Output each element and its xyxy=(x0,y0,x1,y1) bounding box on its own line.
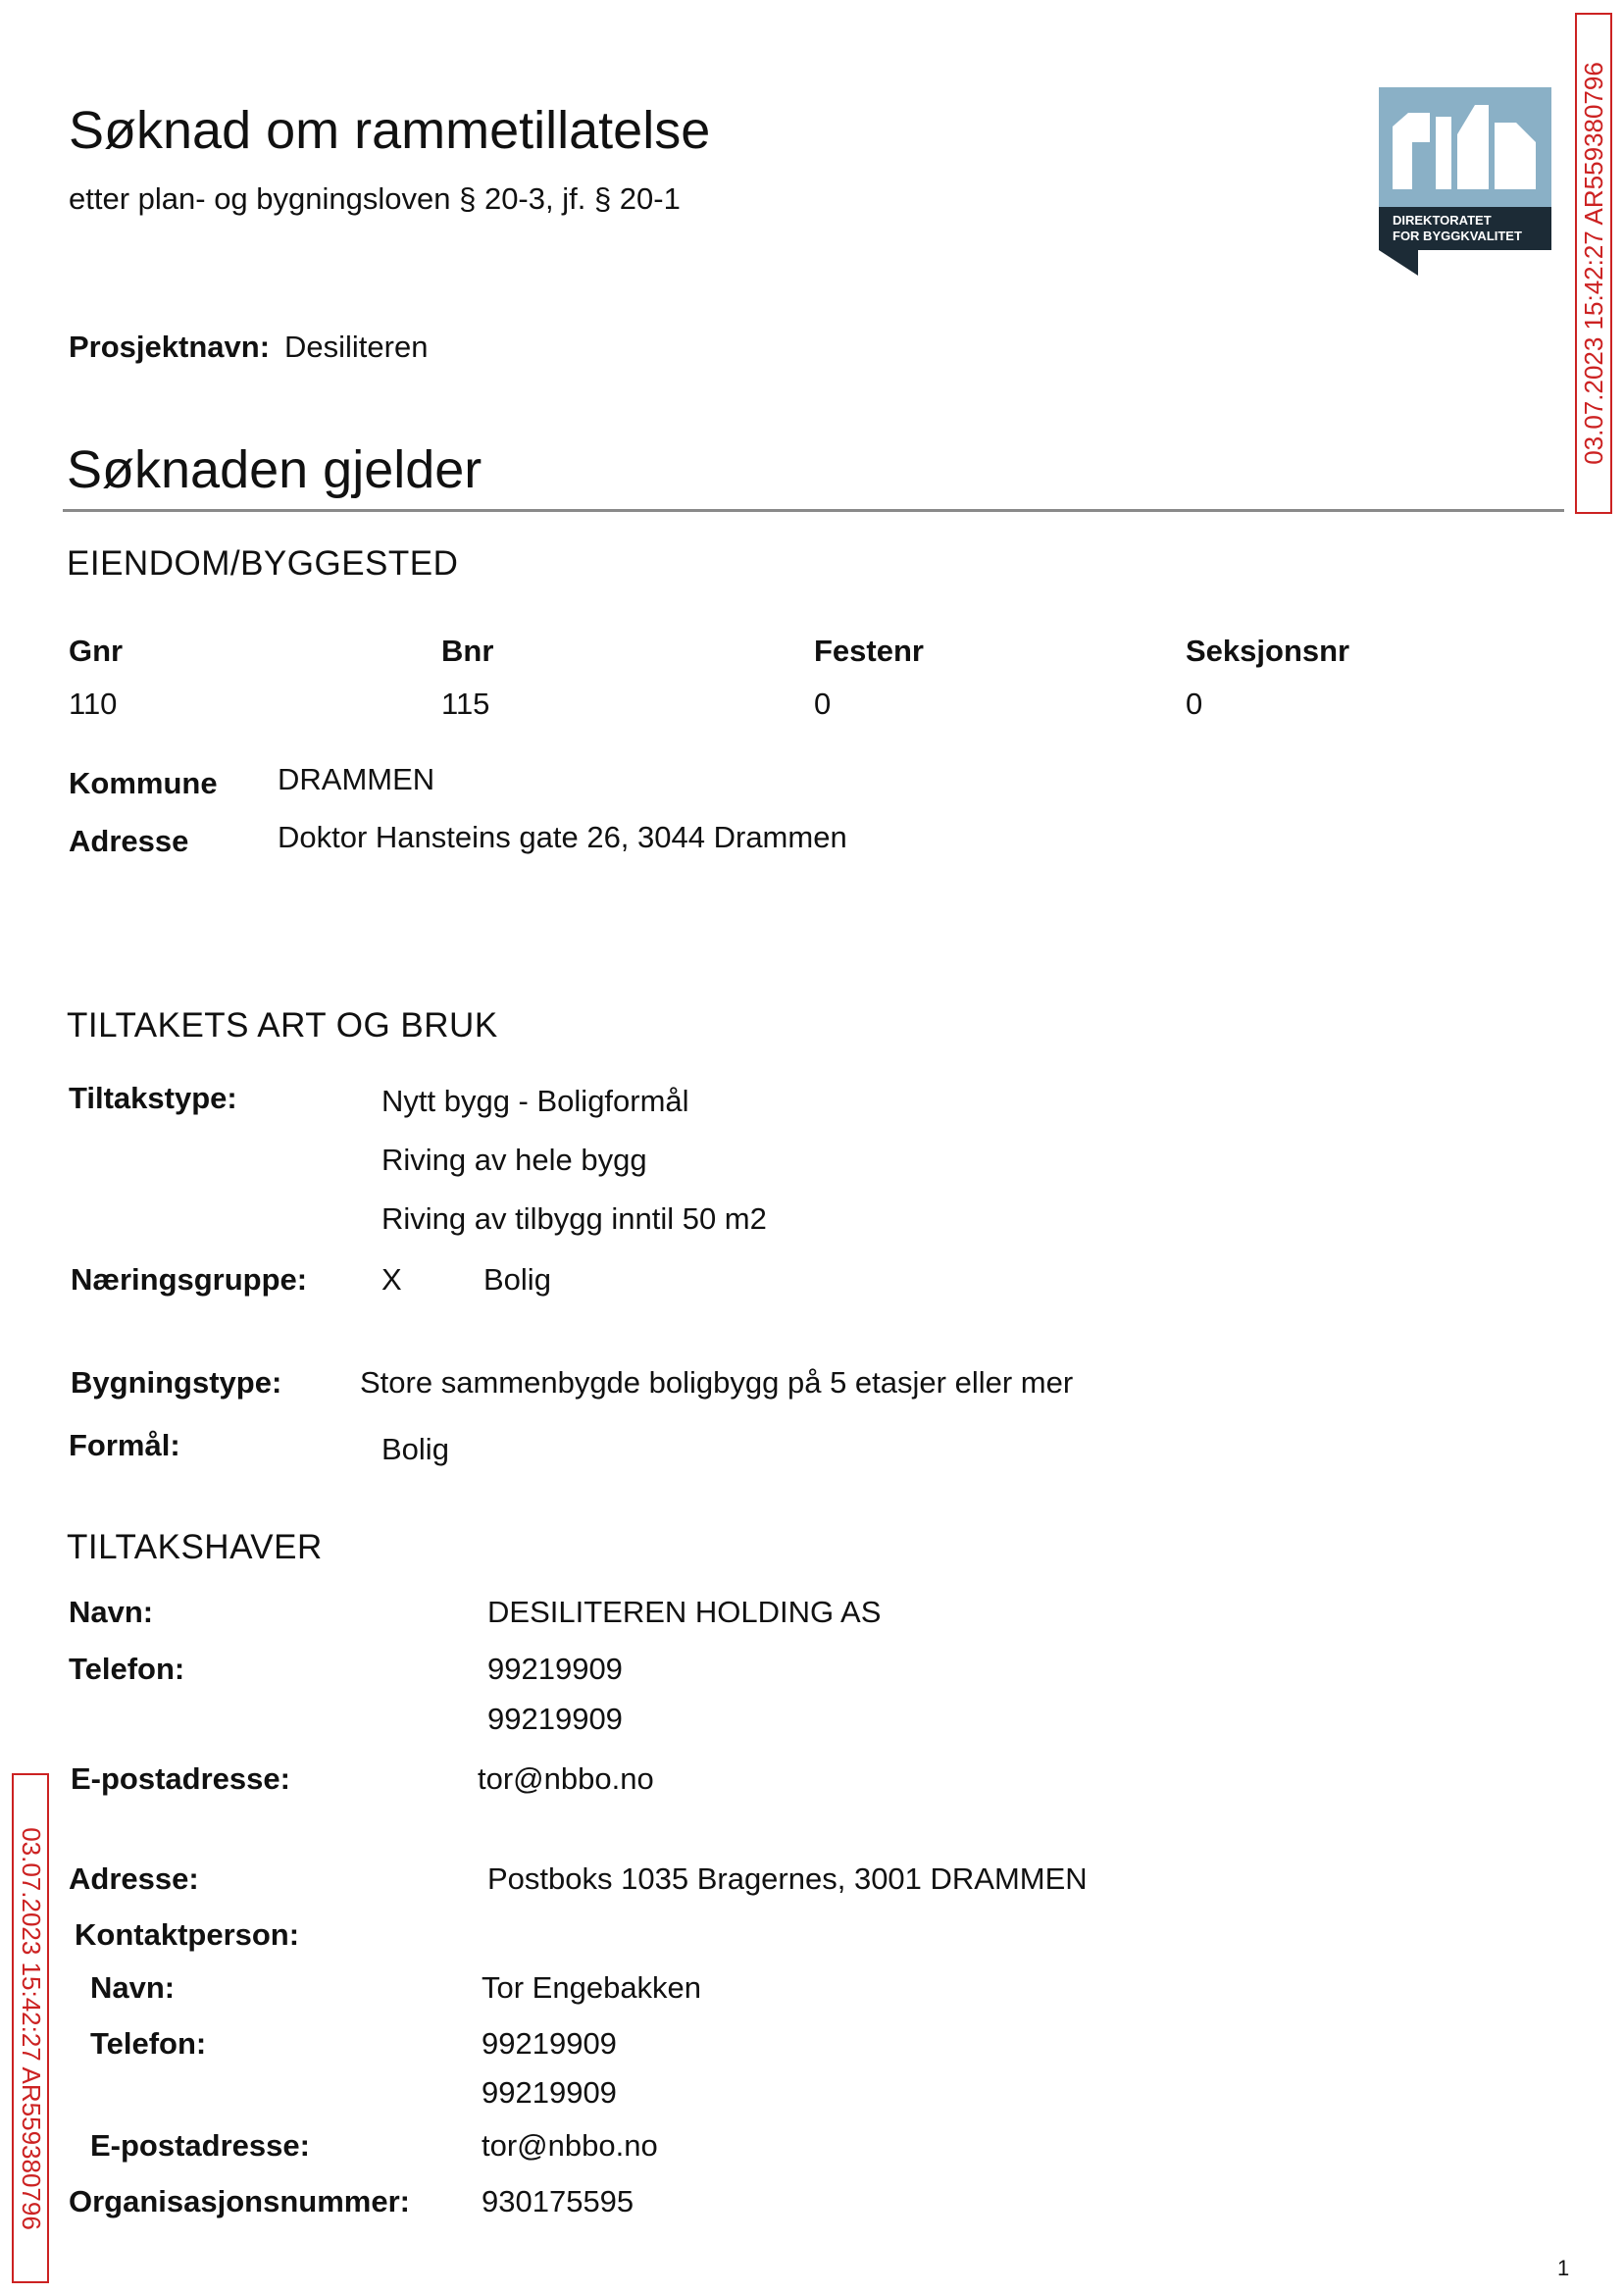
kommune-label: Kommune xyxy=(69,766,218,800)
tiltakstype-item: Riving av hele bygg xyxy=(381,1143,647,1177)
tiltakshaver-navn-label: Navn: xyxy=(69,1595,154,1629)
festenr-label: Festenr xyxy=(814,634,924,668)
date-stamp-text: 03.07.2023 15:42:27 AR559380796 xyxy=(1578,62,1608,465)
logo-line1: DIREKTORATET xyxy=(1393,213,1492,228)
kontakt-epost-label: E-postadresse: xyxy=(90,2128,310,2163)
bygningstype-value: Store sammenbygde boligbygg på 5 etasjer eller mer xyxy=(360,1365,1074,1400)
page-number: 1 xyxy=(1557,2256,1570,2280)
tiltakshaver-heading: TILTAKSHAVER xyxy=(67,1528,323,1566)
dibk-logo xyxy=(1379,87,1551,276)
property-heading: EIENDOM/BYGGESTED xyxy=(67,544,459,583)
kontakt-navn-value: Tor Engebakken xyxy=(482,1970,702,2005)
gnr-value: 110 xyxy=(69,687,118,721)
naeringsgruppe-label: Næringsgruppe: xyxy=(71,1262,308,1297)
adresse-value: Doktor Hansteins gate 26, 3044 Drammen xyxy=(278,820,847,854)
tiltakstype-item: Riving av tilbygg inntil 50 m2 xyxy=(381,1201,767,1236)
bygningstype-label: Bygningstype: xyxy=(71,1365,282,1400)
kontaktperson-label: Kontaktperson: xyxy=(75,1917,300,1952)
tiltakstype-item: Nytt bygg - Boligformål xyxy=(381,1084,689,1118)
bnr-label: Bnr xyxy=(441,634,494,668)
orgnr-value: 930175595 xyxy=(482,2184,634,2218)
tiltak-heading: TILTAKETS ART OG BRUK xyxy=(67,1006,498,1045)
tiltakshaver-telefon-label: Telefon: xyxy=(69,1652,185,1686)
naeringsgruppe-code: X xyxy=(381,1262,402,1297)
seksjonsnr-label: Seksjonsnr xyxy=(1186,634,1350,668)
section-divider xyxy=(63,509,1564,512)
tiltakshaver-telefon-value: 99219909 xyxy=(487,1652,623,1686)
kontakt-telefon-value: 99219909 xyxy=(482,2026,617,2061)
date-stamp-text: 03.07.2023 15:42:27 AR559380796 xyxy=(16,1826,46,2230)
seksjonsnr-value: 0 xyxy=(1186,687,1203,721)
tiltakshaver-epost-value: tor@nbbo.no xyxy=(478,1761,654,1796)
date-stamp-left xyxy=(12,1773,49,2283)
kontakt-telefon-value: 99219909 xyxy=(482,2075,617,2110)
formal-value: Bolig xyxy=(381,1432,449,1466)
project-value: Desiliteren xyxy=(284,330,429,364)
project-label: Prosjektnavn: xyxy=(69,330,271,364)
festenr-value: 0 xyxy=(814,687,832,721)
kontakt-navn-label: Navn: xyxy=(90,1970,176,2005)
tiltakshaver-adresse-value: Postboks 1035 Bragernes, 3001 DRAMMEN xyxy=(487,1861,1088,1896)
bnr-value: 115 xyxy=(441,687,490,721)
formal-label: Formål: xyxy=(69,1428,180,1462)
tiltakshaver-navn-value: DESILITEREN HOLDING AS xyxy=(487,1595,882,1629)
naeringsgruppe-value: Bolig xyxy=(483,1262,551,1297)
kommune-value: DRAMMEN xyxy=(278,762,435,796)
gnr-label: Gnr xyxy=(69,634,124,668)
tiltakstype-label: Tiltakstype: xyxy=(69,1081,237,1115)
document-title: Søknad om rammetillatelse xyxy=(69,101,711,160)
adresse-label: Adresse xyxy=(69,824,189,858)
tiltakshaver-epost-label: E-postadresse: xyxy=(71,1761,290,1796)
tiltakshaver-telefon-value: 99219909 xyxy=(487,1702,623,1736)
kontakt-telefon-label: Telefon: xyxy=(90,2026,207,2061)
section-title: Søknaden gjelder xyxy=(67,440,482,499)
document-subtitle: etter plan- og bygningsloven § 20-3, jf. § 20-1 xyxy=(69,181,681,216)
date-stamp-top xyxy=(1575,13,1612,514)
tiltakshaver-adresse-label: Adresse: xyxy=(69,1861,199,1896)
logo-line2: FOR BYGGKVALITET xyxy=(1393,229,1522,243)
orgnr-label: Organisasjonsnummer: xyxy=(69,2184,410,2218)
kontakt-epost-value: tor@nbbo.no xyxy=(482,2128,658,2163)
